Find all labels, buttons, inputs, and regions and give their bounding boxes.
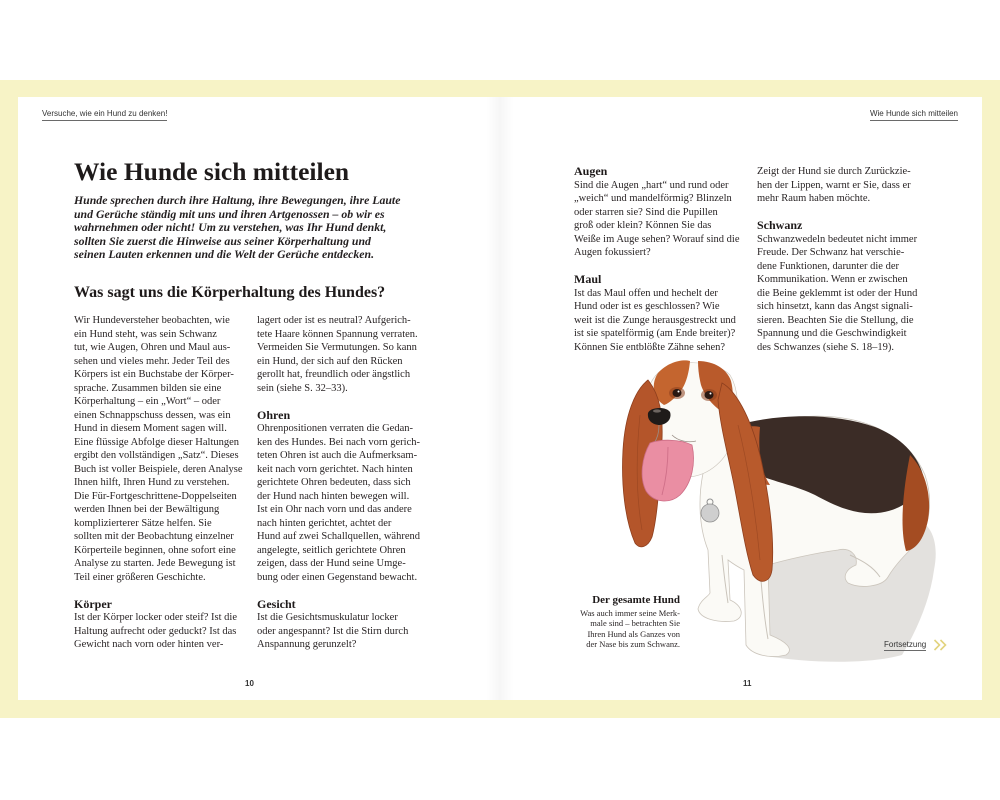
intro-line: wahrnehmen oder nicht! Um zu verstehen, was Ihr Hund denkt, <box>74 220 387 235</box>
text-line: bung oder einen Gegenstand bewacht. <box>257 571 418 583</box>
book-gutter <box>486 97 514 700</box>
text-block <box>74 598 249 652</box>
text-line: Körperteile beginnen, ohne sofort eine <box>74 544 236 556</box>
text-line: der Hund nach hinten bewegen will. <box>257 490 410 502</box>
subheading: Ohren <box>257 407 291 422</box>
page-number-left: 10 <box>245 679 254 688</box>
text-line: tut, wie Augen, Ohren und Maul aus- <box>74 342 231 354</box>
text-line: sieren. Beachten Sie die Stellung, die <box>757 314 914 326</box>
double-chevron-right-icon[interactable] <box>933 638 948 652</box>
text-line: des Schwanzes (siehe S. 18–19). <box>757 341 895 353</box>
caption-line: Was auch immer seine Merk- <box>580 608 680 618</box>
subheading: Augen <box>574 164 608 179</box>
intro-paragraph <box>74 194 400 262</box>
subheading: Maul <box>574 272 602 287</box>
text-block <box>74 314 249 584</box>
text-line: oder angespannt? Ist die Stirn durch <box>257 625 409 637</box>
text-line: einen Schnappschuss dessen, was ein <box>74 409 231 421</box>
text-line: Körperhaltung – ein „Wort“ – oder <box>74 396 221 408</box>
text-line: Ist die Gesichtsmuskulatur locker <box>257 612 398 624</box>
text-line: mehr Raum haben möchte. <box>757 193 871 205</box>
text-line: Körpers ist ein Buchstabe der Körper- <box>74 369 234 381</box>
dog-eye-right <box>705 391 714 399</box>
continue-link[interactable]: Fortsetzung <box>884 640 927 649</box>
subheading: Schwanz <box>757 218 803 233</box>
dog-eye-highlight-left <box>678 391 680 393</box>
caption-line: male sind – betrachten Sie <box>590 618 680 629</box>
text-line: Freude. Der Schwanz hat verschie- <box>757 247 905 259</box>
intro-line: und Gerüche ständig mit uns und ihren Artgenossen – ob wir es <box>74 206 385 221</box>
text-line: Hund oder ist es geschlossen? Wie <box>574 301 720 313</box>
text-column-4 <box>757 165 932 354</box>
page-number-right: 11 <box>743 679 752 688</box>
text-line: ein Hund, der sich auf den Rücken <box>257 355 403 367</box>
text-line: groß oder klein? Können Sie das <box>574 220 712 232</box>
text-line: Spannung und die Geschwindigkeit <box>757 328 907 340</box>
text-line: Anspannung gerunzelt? <box>257 639 357 651</box>
text-block <box>574 165 749 260</box>
text-block <box>574 273 749 354</box>
text-line: sprache. Zusammen bilden sie eine <box>74 382 222 394</box>
caption-line: Ihren Hund als Ganzes von <box>587 628 680 639</box>
text-line: ken des Hundes. Bei nach vorn gerich- <box>257 436 420 448</box>
section-heading: Was sagt uns die Körperhaltung des Hundes? <box>74 284 386 301</box>
text-block <box>257 314 432 395</box>
text-line: sich hinsetzt, kann das Angst signali- <box>757 301 913 313</box>
text-line: Können Sie entblößte Zähne sehen? <box>574 341 726 353</box>
intro-line: sollten Sie zuerst die Hinweise aus seiner Körperhaltung und <box>74 233 371 248</box>
text-line: sollten mit der Beobachtung einzelner <box>74 531 234 543</box>
subheading: Gesicht <box>257 596 296 611</box>
illustration-caption <box>580 592 680 650</box>
text-line: Buch ist voller Beispiele, deren Analyse <box>74 463 243 475</box>
text-line: oder starren sie? Sind die Pupillen <box>574 206 718 218</box>
text-line: teten Ohren ist auch die Aufmerksam- <box>257 450 418 462</box>
text-line: werden Ihnen bei der Bewältigung <box>74 504 220 516</box>
text-column-1 <box>74 314 249 652</box>
text-line: zeigen, dass der Hund seine Umge- <box>257 558 406 570</box>
text-line: hen der Lippen, warnt er Sie, dass er <box>757 179 911 191</box>
text-line: sehen und vieles mehr. Jeder Teil des <box>74 355 230 367</box>
dog-nose-highlight <box>653 409 661 412</box>
text-column-3 <box>574 165 749 354</box>
dog-eye-highlight-right <box>710 393 712 395</box>
running-header-right: Wie Hunde sich mitteilen <box>870 109 958 121</box>
text-line: angelegte, seitlich gerichtete Ohren <box>257 544 406 556</box>
text-line: die Beine geklemmt ist oder der Hund <box>757 287 918 299</box>
text-line: Augen fokussiert? <box>574 247 651 259</box>
text-line: Vermeiden Sie Vermutungen. So kann <box>257 342 417 354</box>
text-line: lagert oder ist es neutral? Aufgerich- <box>257 315 411 327</box>
text-line: Die Für-Fortgeschrittene-Doppelseiten <box>74 490 237 502</box>
text-line: Analyse zu starten. Jede Bewegung ist <box>74 558 236 570</box>
text-line: nach hinten gerichtet, achtet der <box>257 517 392 529</box>
intro-line: seinen Lauten erkennen und die Welt der Gerüche entdecken. <box>74 247 375 262</box>
text-line: gerollt hat, freundlich oder ängstlich <box>257 369 411 381</box>
text-column-2 <box>257 314 432 652</box>
text-line: dene Funktionen, darunter die der <box>757 260 899 272</box>
dog-collar-tag <box>701 504 719 522</box>
text-line: keit nach vorn gerichtet. Nach hinten <box>257 463 413 475</box>
text-line: Haltung aufrecht oder geduckt? Ist das <box>74 625 237 637</box>
text-line: ergibt den vollständigen „Satz“. Dieses <box>74 450 239 462</box>
text-line: Eine flüssige Abfolge dieser Haltungen <box>74 436 240 448</box>
text-line: Schwanzwedeln bedeutet nicht immer <box>757 233 918 245</box>
text-line: Teil einer größeren Geschichte. <box>74 571 206 583</box>
text-line: Hund auf zwei Schallquellen, während <box>257 531 420 543</box>
text-line: Hund in diesem Moment sagen will. <box>74 423 227 435</box>
text-line: Gewicht nach vorn oder hinten ver- <box>74 639 224 651</box>
subheading: Körper <box>74 596 112 611</box>
page-title: Wie Hunde sich mitteilen <box>74 157 350 186</box>
text-line: gerichtete Ohren bedeuten, dass sich <box>257 477 411 489</box>
text-line: Zeigt der Hund sie durch Zurückzie- <box>757 166 911 178</box>
text-block <box>757 219 932 354</box>
dog-eye-left <box>673 389 682 397</box>
text-block <box>757 165 932 206</box>
text-line: Kommunikation. Wenn er zwischen <box>757 274 908 286</box>
text-block <box>257 598 432 652</box>
text-line: komplizierterer Sätze helfen. Sie <box>74 517 212 529</box>
text-line: Ist ein Ohr nach vorn und das andere <box>257 504 412 516</box>
text-line: tete Haare können Spannung verraten. <box>257 328 418 340</box>
text-line: ist sie spatelförmig (am Ende breiter)? <box>574 328 736 340</box>
text-line: Wir Hundeversteher beobachten, wie <box>74 315 230 327</box>
text-line: Ohrenpositionen verraten die Gedan- <box>257 423 413 435</box>
intro-line: Hunde sprechen durch ihre Haltung, ihre Bewegungen, ihre Laute <box>74 193 401 208</box>
text-line: Weiße im Auge sehen? Worauf sind die <box>574 233 740 245</box>
running-header-left: Versuche, wie ein Hund zu denken! <box>42 109 167 121</box>
text-line: Ist das Maul offen und hechelt der <box>574 287 718 299</box>
text-line: sein (siehe S. 32–33). <box>257 382 348 394</box>
text-line: Sind die Augen „hart“ und rund oder <box>574 179 729 191</box>
text-line: „weich“ und mandelförmig? Blinzeln <box>574 193 732 205</box>
text-line: ein Hund steht, was sein Schwanz <box>74 328 217 340</box>
text-line: Ihnen hilft, Ihren Hund zu verstehen. <box>74 477 230 489</box>
text-block <box>257 409 432 585</box>
caption-title: Der gesamte Hund <box>592 594 680 606</box>
text-line: Ist der Körper locker oder steif? Ist die <box>74 612 237 624</box>
caption-line: der Nase bis zum Schwanz. <box>586 639 680 650</box>
text-line: weit ist die Zunge herausgestreckt und <box>574 314 736 326</box>
